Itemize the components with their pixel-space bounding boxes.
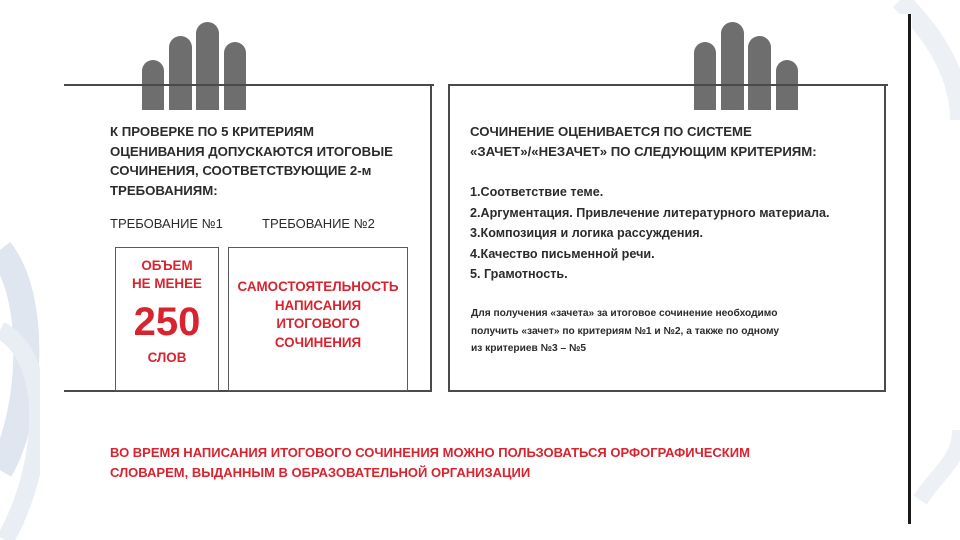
right-panel-right-border: [884, 84, 886, 392]
req1-line: СЛОВ: [147, 350, 187, 365]
left-heading-line: К ПРОВЕРКЕ ПО 5 КРИТЕРИЯМ: [110, 124, 315, 139]
criteria-item: 4.Качество письменной речи.: [470, 246, 655, 261]
criteria-item: 3.Композиция и логика рассуждения.: [470, 226, 704, 240]
left-panel-top-border: [64, 84, 434, 86]
notice-line: ВО ВРЕМЯ НАПИСАНИЯ ИТОГОВОГО СОЧИНЕНИЯ МОЖНО ПОЛЬЗОВАТЬСЯ ОРФОГРАФИЧЕСКИМ: [110, 445, 750, 460]
requirement-2-box: [228, 247, 408, 391]
note-line: получить «зачет» по критериям №1 и №2, а также по одному: [471, 325, 780, 337]
right-heading-line: СОЧИНЕНИЕ ОЦЕНИВАЕТСЯ ПО СИСТЕМЕ: [470, 124, 752, 139]
note-line: из критериев №3 – №5: [471, 343, 587, 354]
criteria-item: 5. Грамотность.: [470, 267, 568, 281]
right-heading-line: «ЗАЧЕТ»/«НЕЗАЧЕТ» ПО СЛЕДУЮЩИМ КРИТЕРИЯМ:: [470, 143, 817, 159]
hand-icon: [138, 20, 250, 110]
req2-line: СОЧИНЕНИЯ: [274, 334, 362, 350]
req1-line: НЕ МЕНЕЕ: [132, 276, 202, 291]
left-heading-line: ТРЕБОВАНИЯМ:: [110, 182, 218, 198]
slide-right-border: [908, 14, 911, 524]
criteria-list: [470, 182, 830, 285]
dictionary-notice: [110, 443, 890, 483]
notice-line: СЛОВАРЕМ, ВЫДАННЫМ В ОБРАЗОВАТЕЛЬНОЙ ОРГАНИЗАЦИИ: [110, 465, 531, 480]
criteria-item: 2.Аргументация. Привлечение литературного материала.: [470, 205, 830, 220]
word-count-number: 250: [133, 300, 201, 344]
req1-line: ОБЪЕМ: [141, 258, 193, 273]
right-panel-bottom-border: [448, 390, 886, 392]
right-panel-top-border: [448, 84, 888, 86]
right-panel-left-border: [448, 84, 450, 392]
note-line: Для получения «зачета» за итоговое сочинение необходимо: [471, 308, 778, 319]
left-heading-line: ОЦЕНИВАНИЯ ДОПУСКАЮТСЯ ИТОГОВЫЕ: [110, 143, 393, 159]
right-heading: [470, 122, 870, 161]
left-heading-line: СОЧИНЕНИЯ, СООТВЕТСТВУЮЩИЕ 2-м: [110, 163, 372, 178]
requirement-1-label: ТРЕБОВАНИЕ №1: [110, 216, 223, 231]
hand-icon: [690, 20, 802, 110]
req2-line: САМОСТОЯТЕЛЬНОСТЬ: [237, 279, 399, 294]
left-panel-right-border: [430, 84, 432, 392]
requirement-2-label: ТРЕБОВАНИЕ №2: [262, 216, 375, 231]
requirement-1-box: [115, 247, 219, 391]
criteria-item: 1.Соответствие теме.: [470, 185, 604, 199]
req2-line: ИТОГОВОГО: [276, 316, 360, 331]
grading-note: [471, 305, 871, 358]
req2-text: [229, 278, 407, 352]
req2-line: НАПИСАНИЯ: [274, 297, 362, 313]
left-heading: [110, 122, 420, 200]
